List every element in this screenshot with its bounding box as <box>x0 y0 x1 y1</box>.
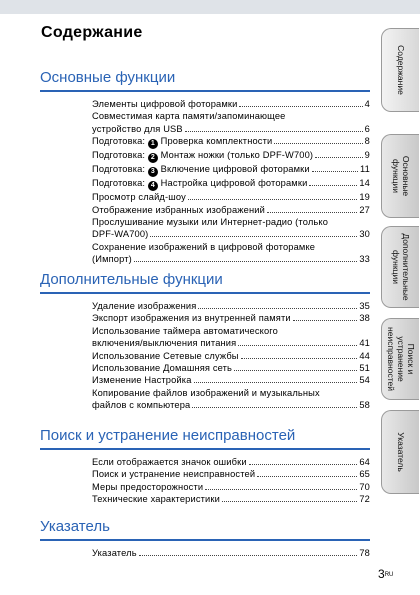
toc-entry-row <box>92 312 370 324</box>
toc-entry-row <box>92 362 370 374</box>
toc-entry-prefix: Подготовка: <box>92 164 148 175</box>
dot-leader <box>134 261 357 262</box>
toc-entry-text: Проверка комплектности <box>157 136 273 147</box>
section-divider <box>40 90 370 92</box>
toc-entry-title <box>92 374 192 386</box>
toc-entry-title <box>92 177 307 191</box>
toc-entry-page: 11 <box>360 164 370 175</box>
dot-leader <box>185 131 363 132</box>
toc-entry[interactable] <box>92 149 370 163</box>
dot-leader <box>222 501 357 502</box>
toc-entry-row <box>92 399 370 411</box>
toc-entry-page: 51 <box>359 363 370 374</box>
page-number-value: 3 <box>378 567 385 581</box>
section-troubleshooting <box>40 426 370 506</box>
toc-entry-row <box>92 123 370 135</box>
toc-entry-text: (Импорт) <box>92 254 132 265</box>
tab-label: Дополнительные функции <box>390 233 411 301</box>
toc-entry-title <box>92 300 196 312</box>
toc-entry-row <box>92 135 370 149</box>
section-advanced <box>40 270 370 412</box>
toc-entry[interactable] <box>92 135 370 149</box>
section-divider <box>40 448 370 450</box>
toc-entry-title <box>92 493 220 505</box>
toc-entry-title <box>92 350 239 362</box>
toc-entry-title <box>92 123 183 135</box>
toc-entry-page: 65 <box>359 469 370 480</box>
toc-entry-text: Экспорт изображения из внутренней памяти <box>92 313 291 324</box>
toc-entry-row <box>92 547 370 559</box>
dot-leader <box>150 236 357 237</box>
toc-entry[interactable] <box>92 350 370 362</box>
toc-entry-page: 14 <box>359 178 370 189</box>
toc-entry-page: 8 <box>364 136 370 147</box>
toc-entry-text: Технические характеристики <box>92 494 220 505</box>
dot-leader <box>315 157 363 158</box>
toc-entry-text: Сохранение изображений в цифровой фоторамке <box>92 241 316 252</box>
toc-entry-text: Копирование файлов изображений и музыкальных <box>92 387 320 398</box>
toc-entries <box>92 547 370 559</box>
step-number-icon: 1 <box>148 139 158 149</box>
dot-leader <box>194 382 358 383</box>
toc-entry-row <box>92 163 370 177</box>
toc-entry-row <box>92 98 370 110</box>
dot-leader <box>293 320 358 321</box>
toc-entry-row <box>92 456 370 468</box>
toc-entry[interactable] <box>92 98 370 110</box>
toc-entry[interactable] <box>92 191 370 203</box>
toc-entry-row <box>92 468 370 480</box>
toc-entry[interactable] <box>92 312 370 324</box>
toc-entry-page: 64 <box>359 457 370 467</box>
toc-entry-page: 44 <box>359 350 370 361</box>
toc-entry[interactable] <box>92 456 370 468</box>
toc-entry-page: 6 <box>364 123 370 134</box>
toc-entry-page: 58 <box>359 400 370 411</box>
toc-entry[interactable] <box>92 468 370 480</box>
toc-entry-page: 30 <box>359 229 370 240</box>
dot-leader <box>198 308 357 309</box>
toc-entry-title <box>92 337 236 349</box>
tab-label: Указатель <box>395 432 406 472</box>
toc-entry-text: Использование Сетевые службы <box>92 350 239 361</box>
toc-entry-text: Совместимая карта памяти/запоминающее <box>92 111 286 122</box>
toc-entry-prefix: Подготовка: <box>92 150 148 161</box>
section-header: Основные функции <box>40 69 176 86</box>
toc-entry[interactable] <box>92 481 370 493</box>
toc-entry-page: 70 <box>359 481 370 492</box>
toc-entry-row <box>92 253 370 265</box>
toc-entry[interactable] <box>92 547 370 559</box>
toc-entry[interactable] <box>92 216 370 241</box>
top-bar <box>0 0 420 14</box>
toc-entry-page: 27 <box>359 204 370 215</box>
dot-leader <box>257 476 357 477</box>
toc-entry[interactable] <box>92 241 370 266</box>
toc-entry-title <box>92 312 291 324</box>
section-header: Дополнительные функции <box>40 271 223 288</box>
toc-entry-page: 38 <box>359 313 370 324</box>
toc-entry-text: Монтаж ножки (только DPF-W700) <box>157 150 314 161</box>
dot-leader <box>312 171 358 172</box>
dot-leader <box>239 106 362 107</box>
toc-entry-text: устройство для USB <box>92 123 183 134</box>
toc-entry-text: файлов с компьютера <box>92 400 191 411</box>
toc-entry-text: Поиск и устранение неисправностей <box>92 469 256 480</box>
section-basic <box>40 68 370 266</box>
toc-entry-text: Настройка цифровой фоторамки <box>157 178 308 189</box>
toc-entry[interactable] <box>92 204 370 216</box>
toc-entry-row <box>92 177 370 191</box>
toc-entry-prefix: Подготовка: <box>92 136 148 147</box>
page-number <box>378 567 393 581</box>
toc-entry[interactable] <box>92 177 370 191</box>
toc-entries <box>92 456 370 506</box>
toc-entry-page: 35 <box>359 301 370 311</box>
toc-entry[interactable] <box>92 387 370 412</box>
toc-entry-row <box>92 228 370 240</box>
tab-label: Содержание <box>395 45 406 95</box>
toc-entry-page: 4 <box>364 99 370 109</box>
toc-entry-text: Изменение Настройка <box>92 375 192 386</box>
dot-leader <box>192 407 357 408</box>
toc-entry-title <box>92 481 203 493</box>
toc-entry-prefix: Подготовка: <box>92 178 148 189</box>
step-number-icon: 4 <box>148 181 158 191</box>
dot-leader <box>274 143 362 144</box>
toc-entry-text: Удаление изображения <box>92 301 197 311</box>
toc-entry-text: Указатель <box>92 548 137 558</box>
dot-leader <box>267 212 357 213</box>
toc-entry-title <box>92 98 237 110</box>
toc-entry-title <box>92 547 137 559</box>
toc-entry-row <box>92 481 370 493</box>
toc-entry-title <box>92 228 148 240</box>
toc-entry-page: 41 <box>359 338 370 349</box>
page-title: Содержание <box>41 24 143 41</box>
toc-entry[interactable] <box>92 374 370 386</box>
toc-entry-title <box>92 456 247 468</box>
toc-entry-title <box>92 399 190 411</box>
dot-leader <box>241 358 358 359</box>
toc-entry-row <box>92 300 370 312</box>
section-header: Поиск и устранение неисправностей <box>40 427 296 444</box>
toc-entry-title <box>92 149 313 163</box>
toc-entry-title <box>92 468 255 480</box>
tab-label: Основные функции <box>390 155 411 197</box>
toc-entry-text: Отображение избранных изображений <box>92 204 265 215</box>
section-index <box>40 517 370 559</box>
toc-entries <box>92 98 370 266</box>
toc-entry-page: 78 <box>359 548 370 558</box>
tab-advanced-functions[interactable] <box>381 226 419 308</box>
toc-entry-page: 33 <box>359 254 370 265</box>
section-divider <box>40 292 370 294</box>
dot-leader <box>249 464 358 465</box>
toc-entry[interactable] <box>92 110 370 135</box>
toc-entry-text: Прослушивание музыки или Интернет-радио (только <box>92 217 329 228</box>
dot-leader <box>139 555 358 556</box>
page-language: RU <box>384 572 394 578</box>
section-divider <box>40 539 370 541</box>
toc-entry-row <box>92 191 370 203</box>
toc-entry-text: Меры предосторожности <box>92 481 204 492</box>
section-header: Указатель <box>40 518 110 535</box>
tab-basic-functions[interactable] <box>381 134 419 218</box>
tab-index[interactable] <box>381 410 419 494</box>
toc-entry-text: Использование таймера автоматического <box>92 325 278 336</box>
toc-entry-page: 9 <box>364 150 370 161</box>
dot-leader <box>234 370 357 371</box>
toc-entry-text: Если отображается значок ошибки <box>92 457 247 467</box>
toc-entry-row <box>92 149 370 163</box>
toc-entry-text: Включение цифровой фоторамки <box>157 164 310 175</box>
step-number-icon: 3 <box>148 167 158 177</box>
toc-entry-row <box>92 337 370 349</box>
toc-entry-text: DPF-WA700) <box>92 229 149 240</box>
toc-entry-text: Использование Домашняя сеть <box>92 363 233 374</box>
tab-label: Поиск и устранение неисправностей <box>385 327 416 391</box>
toc-entry[interactable] <box>92 163 370 177</box>
toc-entry-title <box>92 135 272 149</box>
toc-entry-title <box>92 362 232 374</box>
toc-entry-text: Просмотр слайд-шоу <box>92 192 186 203</box>
toc-entry-page: 72 <box>359 494 370 505</box>
toc-entry-text: включения/выключения питания <box>92 338 237 349</box>
tab-contents[interactable] <box>381 28 419 112</box>
toc-entry[interactable] <box>92 362 370 374</box>
toc-entry-title <box>92 204 265 216</box>
toc-entries <box>92 300 370 412</box>
toc-entry-page: 19 <box>359 192 370 203</box>
tab-troubleshooting[interactable] <box>381 318 419 400</box>
dot-leader <box>238 345 357 346</box>
toc-entry-title <box>92 163 310 177</box>
toc-entry-title <box>92 253 132 265</box>
toc-entry[interactable] <box>92 300 370 312</box>
dot-leader <box>188 199 357 200</box>
toc-entry-title <box>92 191 186 203</box>
toc-entry-page: 54 <box>359 375 370 386</box>
toc-entry-row <box>92 204 370 216</box>
toc-entry-row <box>92 374 370 386</box>
toc-entry-row <box>92 350 370 362</box>
dot-leader <box>205 489 357 490</box>
toc-entry[interactable] <box>92 493 370 505</box>
toc-entry-text: Элементы цифровой фоторамки <box>92 99 238 109</box>
toc-entry[interactable] <box>92 325 370 350</box>
step-number-icon: 2 <box>148 153 158 163</box>
toc-entry-row <box>92 493 370 505</box>
dot-leader <box>309 185 357 186</box>
